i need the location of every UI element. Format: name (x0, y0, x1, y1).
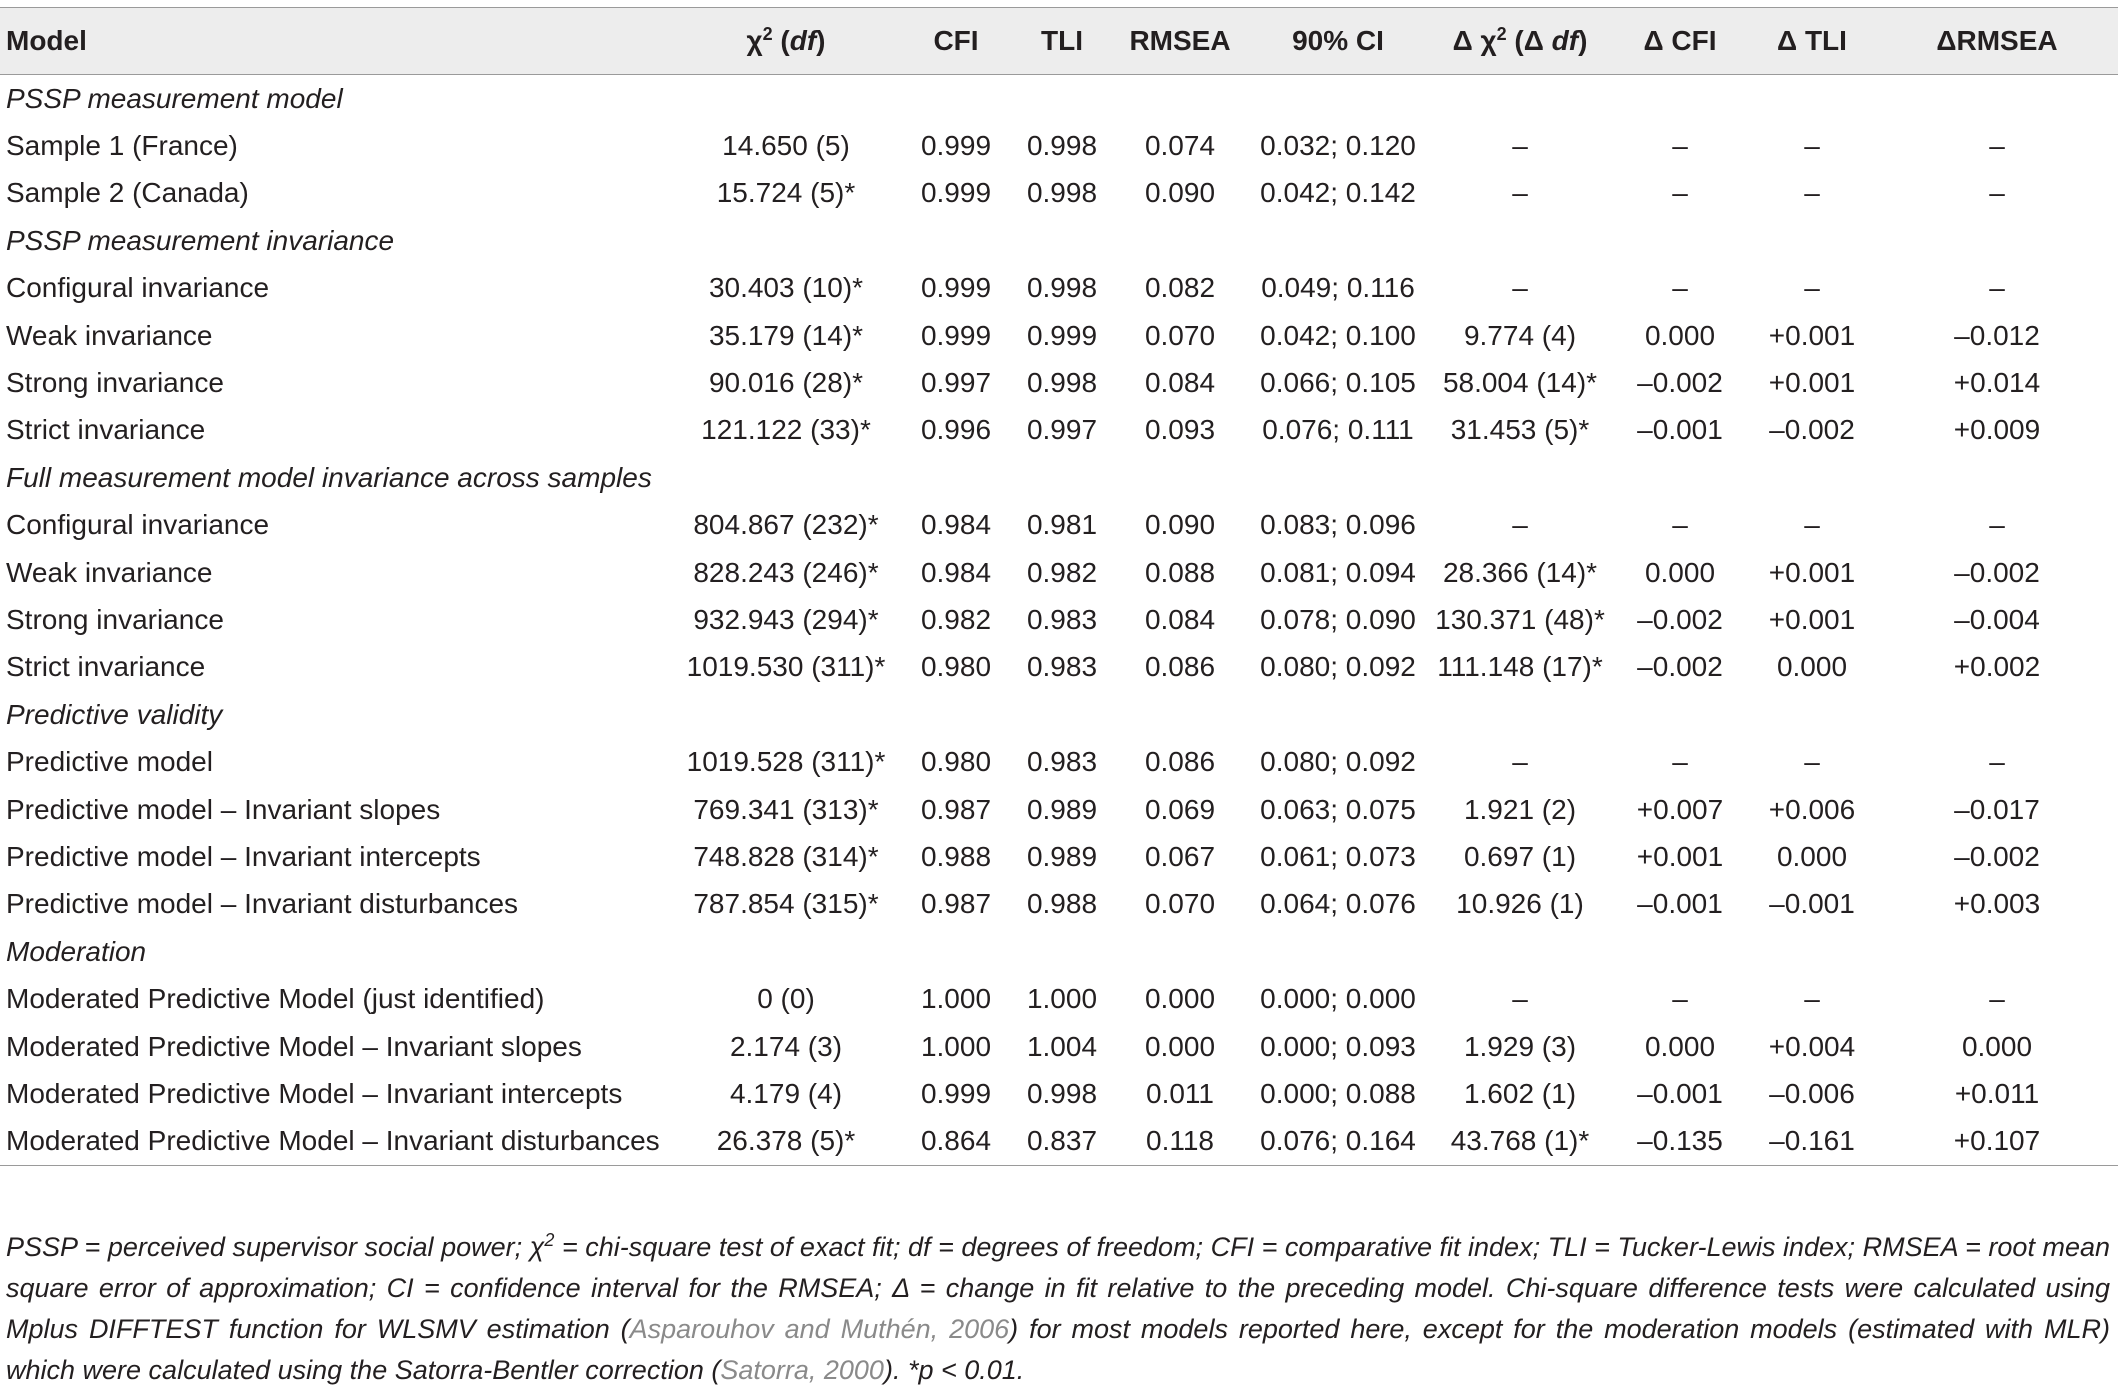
delta-tli-cell: +0.001 (1768, 319, 1856, 351)
tli-cell: 0.998 (1026, 130, 1098, 162)
delta-cfi-cell: 0.000 (1644, 1030, 1716, 1062)
delta-rmsea-cell: +0.002 (1953, 651, 2041, 683)
table-row (0, 502, 2118, 549)
cfi-cell: 1.000 (920, 983, 992, 1015)
ci-cell: 0.000; 0.093 (1260, 1030, 1416, 1062)
cfi-cell: 0.999 (920, 130, 992, 162)
model-name-cell: Sample 2 (Canada) (6, 177, 249, 209)
cfi-cell: 0.997 (920, 367, 992, 399)
rmsea-cell: 0.088 (1144, 556, 1216, 588)
delta-rmsea-cell: 0.000 (1961, 1030, 2033, 1062)
cfi-cell: 1.000 (920, 1030, 992, 1062)
cfi-cell: 0.999 (920, 272, 992, 304)
delta-chi-square-cell: 0.697 (1) (1463, 840, 1577, 872)
rmsea-cell: 0.118 (1112, 1118, 1248, 1166)
delta-rmsea-cell: – (1989, 177, 2005, 209)
ci-cell: 0.000; 0.000 (1260, 983, 1416, 1015)
delta-rmsea-cell: –0.012 (1954, 319, 2040, 351)
delta-cfi-cell: +0.007 (1636, 793, 1724, 825)
table-row (0, 975, 2118, 1022)
ci-cell: 0.061; 0.073 (1260, 840, 1416, 872)
chi-square-cell: 1019.528 (311)* (686, 746, 886, 778)
delta-cfi-cell: –0.135 (1612, 1118, 1748, 1166)
delta-rmsea-cell: +0.107 (1876, 1118, 2118, 1166)
cfi-cell: 0.996 (920, 414, 992, 446)
delta-tli-cell: 0.000 (1776, 651, 1848, 683)
table-row (0, 596, 2118, 643)
chi-square-cell: 0 (0) (757, 983, 815, 1015)
ci-cell: 0.076; 0.164 (1248, 1118, 1428, 1166)
model-name-cell: Strong invariance (6, 603, 224, 635)
table-row (0, 644, 2118, 691)
model-name-cell: Predictive model – Invariant intercepts (6, 840, 481, 872)
rmsea-cell: 0.067 (1144, 840, 1216, 872)
delta-rmsea-cell: – (1989, 509, 2005, 541)
delta-chi-square-cell: 58.004 (14)* (1442, 367, 1598, 399)
model-name-cell: Predictive model (6, 746, 213, 778)
ci-cell: 0.063; 0.075 (1260, 793, 1416, 825)
delta-cfi-cell: – (1672, 509, 1688, 541)
table-row (0, 407, 2118, 454)
cfi-cell: 0.982 (920, 603, 992, 635)
delta-cfi-cell: – (1672, 130, 1688, 162)
cfi-cell: 0.988 (920, 840, 992, 872)
delta-rmsea-cell: +0.009 (1953, 414, 2041, 446)
rmsea-cell: 0.070 (1144, 888, 1216, 920)
tli-cell: 0.999 (1026, 319, 1098, 351)
section-header-row (0, 454, 2118, 501)
delta-rmsea-cell: –0.002 (1954, 556, 2040, 588)
table-row (0, 265, 2118, 312)
delta-cfi-cell: – (1672, 746, 1688, 778)
model-name-cell: Moderated Predictive Model – Invariant intercepts (6, 1077, 623, 1109)
delta-chi-square-cell: 31.453 (5)* (1450, 414, 1590, 446)
delta-cfi-cell: – (1672, 272, 1688, 304)
ci-cell: 0.083; 0.096 (1260, 509, 1416, 541)
ci-cell: 0.081; 0.094 (1260, 556, 1416, 588)
col-header-delta-chi-square: Δ $\chi^2$ (Δ df) (1428, 8, 1612, 75)
delta-cfi-cell: – (1672, 177, 1688, 209)
col-header-ci: 90% CI (1248, 8, 1428, 75)
model-name-cell: Weak invariance (6, 319, 213, 351)
col-header-delta-cfi: Δ CFI (1612, 8, 1748, 75)
delta-chi-square-cell: – (1512, 746, 1528, 778)
model-name-cell: Predictive model – Invariant slopes (6, 793, 441, 825)
delta-chi-square-cell: – (1512, 509, 1528, 541)
cfi-cell: 0.999 (920, 1077, 992, 1109)
chi-square-cell: 15.724 (5)* (716, 177, 856, 209)
rmsea-cell: 0.069 (1144, 793, 1216, 825)
delta-tli-cell: –0.006 (1769, 1077, 1855, 1109)
delta-cfi-cell: 0.000 (1644, 319, 1716, 351)
delta-chi-square-cell: 130.371 (48)* (1435, 603, 1605, 635)
cfi-cell: 0.987 (920, 888, 992, 920)
section-header-row (0, 217, 2118, 264)
delta-chi-square-cell: – (1512, 272, 1528, 304)
delta-cfi-cell: +0.001 (1636, 840, 1724, 872)
section-header-row (0, 928, 2118, 975)
delta-cfi-cell: –0.002 (1637, 651, 1723, 683)
chi-square-cell: 932.943 (294)* (693, 603, 879, 635)
tli-cell: 0.997 (1026, 414, 1098, 446)
table-footnote: PSSP = perceived supervisor social power; $\chi^2$ = chi-square test of exact fit; df = degrees of freedom; CFI = comparative fit index; TLI = Tucker-Lewis index; RMSEA = root mean square error of approximation; CI = confidence interval for the RMSEA; Δ = change in fit relative to the preceding model. Chi-square difference tests were calculated using Mplus DIFFTEST function for WLSMV estimation (Asparouhov and Muthén, 2006) for most models reported here, except for the moderation models (estimated with MLR) which were calculated using the Satorra-Bentler correction (Satorra, 2000). *p < 0.01. (6, 1230, 2111, 1385)
tli-cell: 0.989 (1026, 840, 1098, 872)
delta-rmsea-cell: – (1989, 746, 2005, 778)
delta-rmsea-cell: – (1989, 272, 2005, 304)
col-header-chi-square: $\chi^2$ (df) (672, 8, 900, 75)
col-header-delta-tli: Δ TLI (1748, 8, 1876, 75)
citation-link-satorra[interactable]: Satorra, 2000 (720, 1355, 884, 1385)
ci-cell: 0.042; 0.100 (1260, 319, 1416, 351)
rmsea-cell: 0.086 (1144, 651, 1216, 683)
tli-cell: 0.988 (1026, 888, 1098, 920)
delta-rmsea-cell: +0.011 (1954, 1077, 2040, 1109)
delta-cfi-cell: –0.002 (1637, 367, 1723, 399)
header-row (0, 8, 2118, 75)
tli-cell: 0.982 (1026, 556, 1098, 588)
chi-square-cell: 90.016 (28)* (708, 367, 864, 399)
cfi-cell: 0.987 (920, 793, 992, 825)
col-header-cfi: CFI (900, 8, 1012, 75)
chi-square-cell: 14.650 (5) (722, 130, 850, 162)
cfi-cell: 0.984 (920, 556, 992, 588)
tli-cell: 0.989 (1026, 793, 1098, 825)
cfi-cell: 0.864 (900, 1118, 1012, 1166)
tli-cell: 0.983 (1026, 603, 1098, 635)
rmsea-cell: 0.074 (1144, 130, 1216, 162)
rmsea-cell: 0.084 (1144, 603, 1216, 635)
chi-square-cell: 787.854 (315)* (693, 888, 879, 920)
delta-tli-cell: – (1804, 509, 1820, 541)
chi-square-cell: 121.122 (33)* (701, 414, 871, 446)
ci-cell: 0.064; 0.076 (1260, 888, 1416, 920)
chi-square-cell: 35.179 (14)* (708, 319, 864, 351)
chi-square-cell: 1019.530 (311)* (686, 651, 886, 683)
table-row (0, 549, 2118, 596)
delta-tli-cell: – (1804, 130, 1820, 162)
delta-cfi-cell: – (1672, 983, 1688, 1015)
rmsea-cell: 0.090 (1144, 509, 1216, 541)
delta-rmsea-cell: – (1989, 983, 2005, 1015)
model-name-cell: Weak invariance (6, 556, 213, 588)
ci-cell: 0.032; 0.120 (1260, 130, 1416, 162)
chi-square-cell: 4.179 (4) (729, 1077, 843, 1109)
tli-cell: 0.998 (1026, 272, 1098, 304)
cfi-cell: 0.980 (920, 651, 992, 683)
table-row (0, 1070, 2118, 1117)
delta-tli-cell: +0.004 (1768, 1030, 1856, 1062)
rmsea-cell: 0.086 (1144, 746, 1216, 778)
chi-square-cell: 828.243 (246)* (693, 556, 879, 588)
model-name-cell: Configural invariance (6, 509, 270, 541)
delta-chi-square-cell: 9.774 (4) (1463, 319, 1577, 351)
ci-cell: 0.080; 0.092 (1260, 746, 1416, 778)
col-header-model: Model (0, 8, 672, 75)
delta-tli-cell: – (1804, 177, 1820, 209)
col-header-rmsea: RMSEA (1112, 8, 1248, 75)
ci-cell: 0.042; 0.142 (1260, 177, 1416, 209)
section-title: Predictive validity (6, 698, 223, 730)
table-row (0, 786, 2118, 833)
delta-tli-cell: +0.001 (1768, 603, 1856, 635)
model-name-cell: Configural invariance (6, 272, 270, 304)
delta-tli-cell: +0.001 (1768, 556, 1856, 588)
section-title: PSSP measurement model (6, 82, 343, 114)
table-row (0, 170, 2118, 217)
delta-chi-square-cell: 1.929 (3) (1463, 1030, 1577, 1062)
delta-chi-square-cell: – (1512, 130, 1528, 162)
section-title: Moderation (6, 935, 147, 967)
delta-cfi-cell: 0.000 (1644, 556, 1716, 588)
delta-chi-square-cell: 111.148 (17)* (1437, 651, 1603, 683)
delta-rmsea-cell: –0.004 (1954, 603, 2040, 635)
tli-cell: 0.983 (1026, 746, 1098, 778)
delta-chi-square-cell: – (1512, 983, 1528, 1015)
rmsea-cell: 0.000 (1144, 983, 1216, 1015)
tli-cell: 0.998 (1026, 1077, 1098, 1109)
delta-chi-square-cell: – (1512, 177, 1528, 209)
delta-rmsea-cell: –0.002 (1954, 840, 2040, 872)
cfi-cell: 0.984 (920, 509, 992, 541)
table-row (0, 1023, 2118, 1070)
section-header-row (0, 691, 2118, 738)
delta-rmsea-cell: +0.014 (1953, 367, 2041, 399)
table-row (0, 833, 2118, 880)
tli-cell: 0.983 (1026, 651, 1098, 683)
delta-cfi-cell: –0.001 (1637, 414, 1723, 446)
tli-cell: 1.000 (1026, 983, 1098, 1015)
ci-cell: 0.049; 0.116 (1261, 272, 1415, 304)
model-name-cell: Moderated Predictive Model (just identified) (6, 983, 545, 1015)
ci-cell: 0.078; 0.090 (1260, 603, 1416, 635)
fit-indices-table (0, 7, 2118, 1166)
delta-chi-square-cell: 28.366 (14)* (1442, 556, 1598, 588)
model-name-cell: Sample 1 (France) (6, 130, 238, 162)
rmsea-cell: 0.000 (1144, 1030, 1216, 1062)
delta-chi-square-cell: 10.926 (1) (1456, 888, 1584, 920)
tli-cell: 0.998 (1026, 367, 1098, 399)
delta-cfi-cell: –0.002 (1637, 603, 1723, 635)
delta-rmsea-cell: – (1989, 130, 2005, 162)
rmsea-cell: 0.070 (1144, 319, 1216, 351)
model-name-cell: Predictive model – Invariant disturbances (6, 888, 519, 920)
delta-tli-cell: –0.002 (1769, 414, 1855, 446)
section-title: Full measurement model invariance across samples (6, 461, 652, 493)
cfi-cell: 0.980 (920, 746, 992, 778)
chi-square-cell: 26.378 (5)* (672, 1118, 900, 1166)
ci-cell: 0.066; 0.105 (1260, 367, 1416, 399)
section-header-row (0, 75, 2118, 123)
delta-rmsea-cell: +0.003 (1953, 888, 2041, 920)
delta-cfi-cell: –0.001 (1637, 1077, 1723, 1109)
model-name-cell: Strict invariance (6, 651, 206, 683)
ci-cell: 0.080; 0.092 (1260, 651, 1416, 683)
chi-square-cell: 30.403 (10)* (708, 272, 864, 304)
table-row (0, 359, 2118, 406)
delta-rmsea-cell: –0.017 (1954, 793, 2040, 825)
delta-chi-square-cell: 1.602 (1) (1463, 1077, 1577, 1109)
chi-square-cell: 748.828 (314)* (693, 840, 879, 872)
rmsea-cell: 0.093 (1144, 414, 1216, 446)
delta-chi-square-cell: 1.921 (2) (1463, 793, 1577, 825)
chi-square-cell: 804.867 (232)* (693, 509, 879, 541)
delta-tli-cell: – (1804, 272, 1820, 304)
cfi-cell: 0.999 (920, 319, 992, 351)
delta-cfi-cell: –0.001 (1637, 888, 1723, 920)
citation-link-asparouhov[interactable]: Asparouhov and Muthén, 2006 (629, 1314, 1010, 1344)
cfi-cell: 0.999 (920, 177, 992, 209)
delta-tli-cell: – (1804, 746, 1820, 778)
rmsea-cell: 0.082 (1144, 272, 1216, 304)
delta-tli-cell: –0.161 (1748, 1118, 1876, 1166)
delta-tli-cell: 0.000 (1776, 840, 1848, 872)
rmsea-cell: 0.084 (1144, 367, 1216, 399)
table-row (0, 881, 2118, 928)
table-row (0, 1118, 2118, 1166)
table-body (0, 75, 2118, 1166)
ci-cell: 0.076; 0.111 (1262, 414, 1414, 446)
delta-tli-cell: +0.006 (1768, 793, 1856, 825)
chi-square-cell: 769.341 (313)* (693, 793, 879, 825)
model-name-cell: Moderated Predictive Model – Invariant disturbances (0, 1118, 672, 1166)
table-header (0, 8, 2118, 75)
chi-square-cell: 2.174 (3) (729, 1030, 843, 1062)
table-row (0, 122, 2118, 169)
ci-cell: 0.000; 0.088 (1260, 1077, 1416, 1109)
delta-tli-cell: –0.001 (1769, 888, 1855, 920)
tli-cell: 1.004 (1026, 1030, 1098, 1062)
delta-tli-cell: – (1804, 983, 1820, 1015)
col-header-tli: TLI (1012, 8, 1112, 75)
tli-cell: 0.998 (1026, 177, 1098, 209)
delta-tli-cell: +0.001 (1768, 367, 1856, 399)
section-title: PSSP measurement invariance (6, 224, 395, 256)
rmsea-cell: 0.011 (1146, 1077, 1214, 1109)
tli-cell: 0.981 (1026, 509, 1098, 541)
rmsea-cell: 0.090 (1144, 177, 1216, 209)
model-name-cell: Moderated Predictive Model – Invariant slopes (6, 1030, 582, 1062)
col-header-delta-rmsea: ΔRMSEA (1876, 8, 2118, 75)
table-row (0, 738, 2118, 785)
table-row (0, 312, 2118, 359)
model-name-cell: Strong invariance (6, 367, 224, 399)
delta-chi-square-cell: 43.768 (1)* (1428, 1118, 1612, 1166)
model-name-cell: Strict invariance (6, 414, 206, 446)
tli-cell: 0.837 (1012, 1118, 1112, 1166)
